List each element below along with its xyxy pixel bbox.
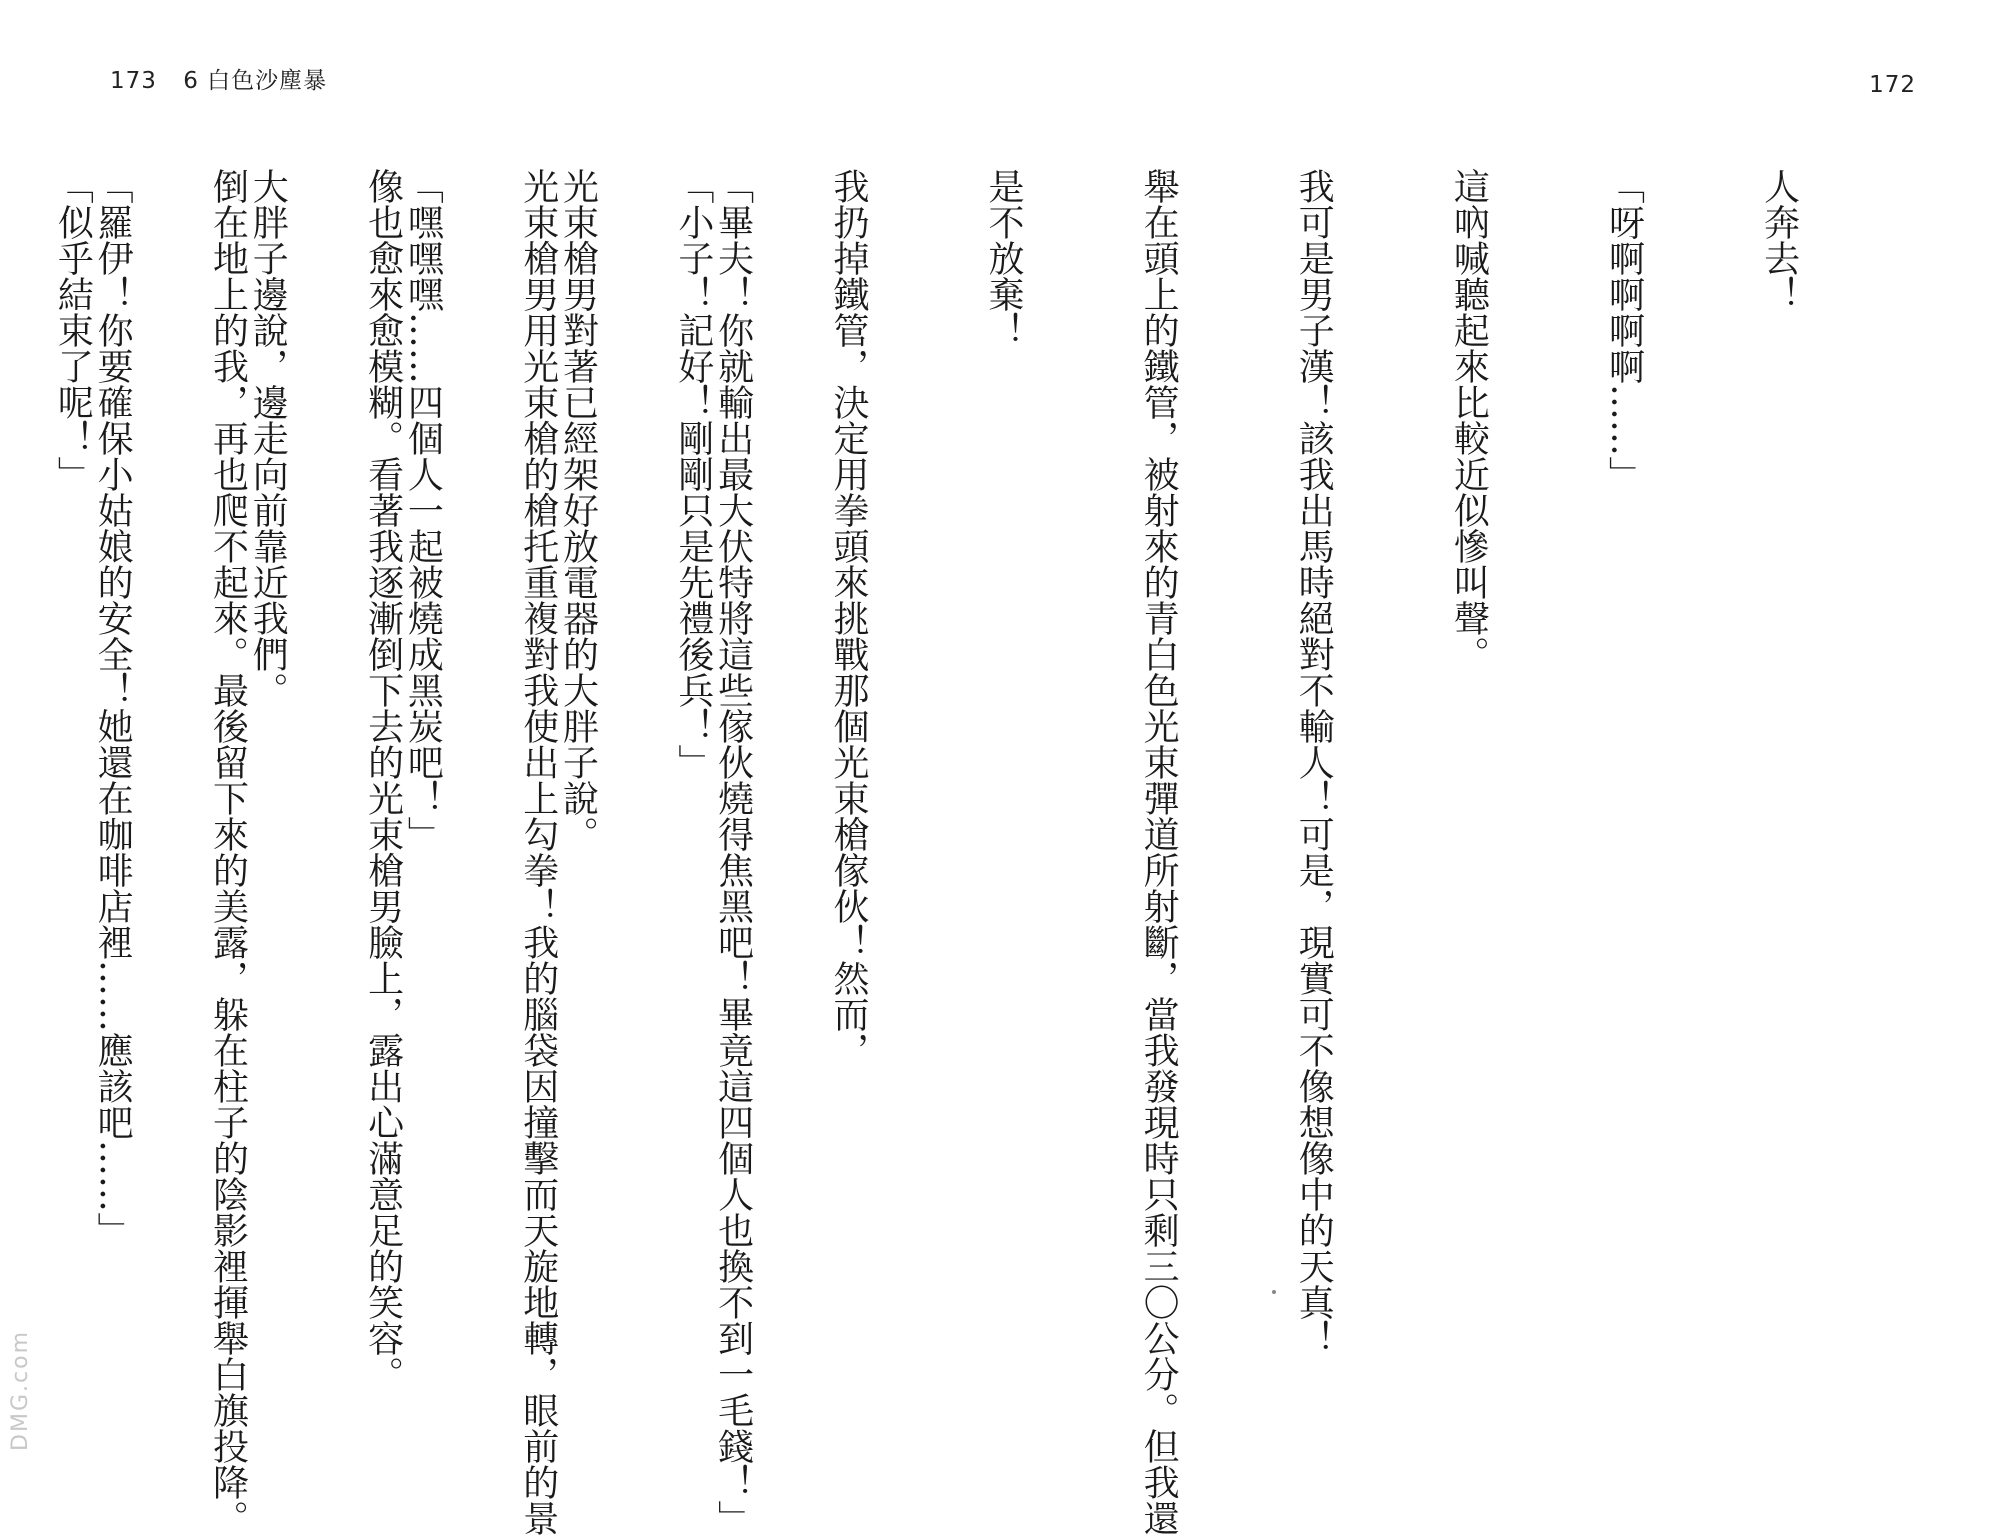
left-page-text <box>92 168 862 1536</box>
ink-speck <box>1272 1290 1276 1294</box>
text-line: 是不放棄！ <box>983 168 1025 348</box>
text-line: 倒在地上的我，再也爬不起來。最後留下來的美露，躲在柱子的陰影裡揮舉白旗投降。 <box>207 168 249 1536</box>
text-line: 「畢夫！你就輸出最大伏特將這些傢伙燒得焦黑吧！畢竟這四個人也換不到一毛錢！」 <box>712 168 754 1536</box>
text-line: 這吶喊聽起來比較近似慘叫聲。 <box>1448 168 1490 672</box>
text-line: 舉在頭上的鐵管，被射來的青白色光束彈道所射斷，當我發現時只剩三〇公分。但我還 <box>1138 168 1180 1536</box>
text-line: 「羅伊！你要確保小姑娘的安全！她還在咖啡店裡……應該吧……」 <box>92 168 134 1248</box>
text-line: 我可是男子漢！該我出馬時絕對不輸人！可是，現實可不像想像中的天真！ <box>1293 168 1335 1356</box>
watermark-logo: DMG.com <box>8 1330 33 1451</box>
text-line: 光束槍男對著已經架好放電器的大胖子說。 <box>557 168 599 852</box>
text-line: 「嘿嘿嘿……四個人一起被燒成黑炭吧！」 <box>402 168 444 852</box>
chapter-title: 6 白色沙塵暴 <box>183 68 328 94</box>
text-line: 大胖子邊說，邊走向前靠近我們。 <box>247 168 289 708</box>
text-line: 我扔掉鐵管，決定用拳頭來挑戰那個光束槍傢伙！然而， <box>827 168 869 1068</box>
left-page-number: 173 <box>110 68 157 94</box>
text-line: 「似乎結束了呢！」 <box>52 168 94 492</box>
left-page-header <box>110 62 345 95</box>
text-line: 人奔去！ <box>1758 168 1800 312</box>
text-line: 「呀啊啊啊啊……」 <box>1603 168 1645 492</box>
text-line: 光束槍男用光束槍的槍托重複對我使出上勾拳！我的腦袋因撞擊而天旋地轉，眼前的景 <box>517 168 559 1536</box>
text-line: 「小子！記好！剛剛只是先禮後兵！」 <box>672 168 714 780</box>
text-line: 像也愈來愈模糊。看著我逐漸倒下去的光束槍男臉上，露出心滿意足的笑容。 <box>362 168 404 1392</box>
right-page-number: 172 <box>1869 72 1916 98</box>
